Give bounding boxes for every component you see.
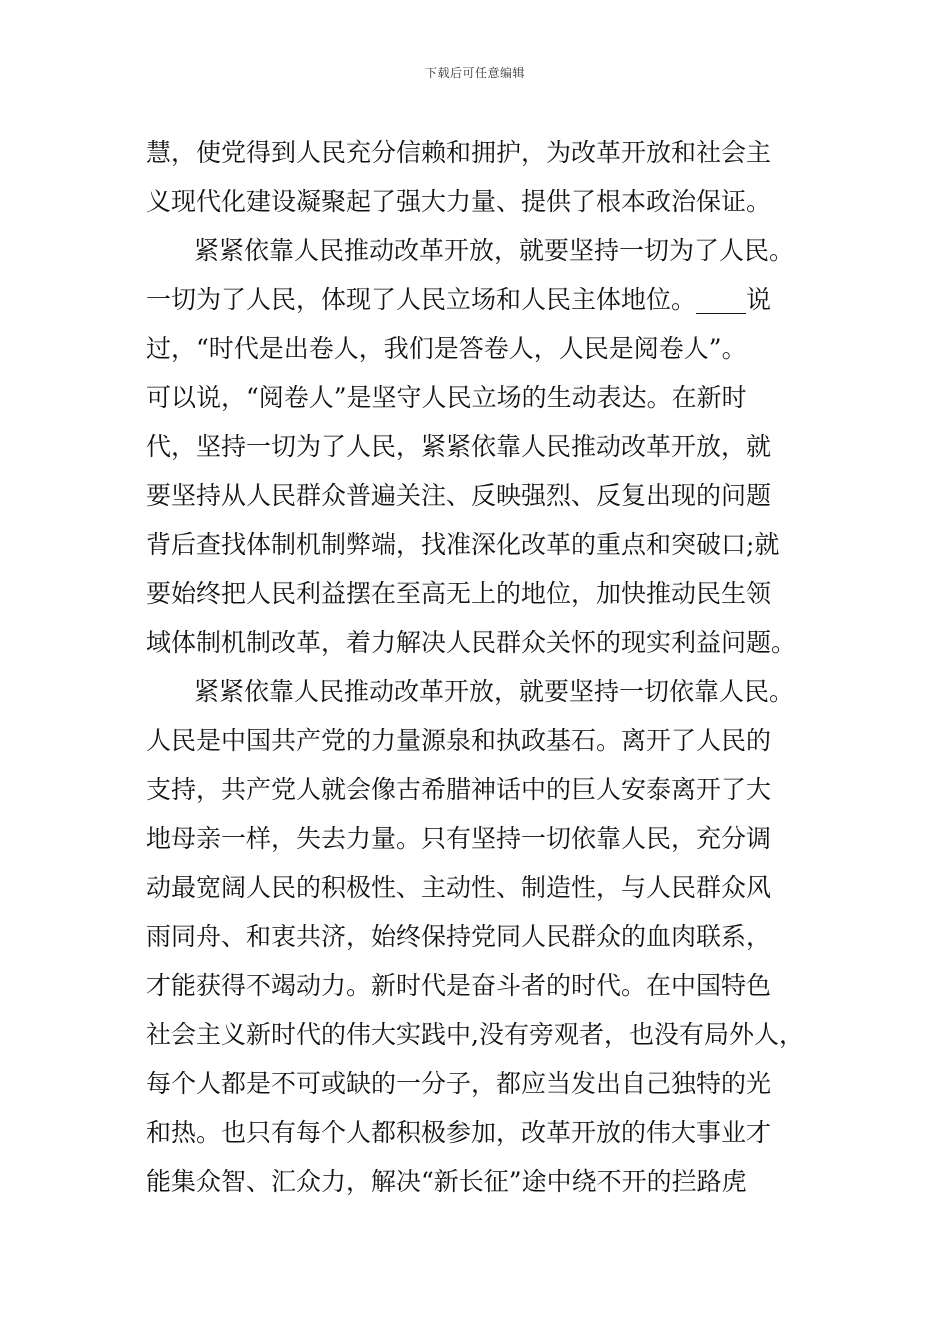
text-line: 过，“时代是出卷人，我们是答卷人，人民是阅卷人”。 [146, 334, 747, 363]
text-line: 动最宽阔人民的积极性、主动性、制造性，与人民群众风 [146, 873, 772, 902]
text-line: 地母亲一样，失去力量。只有坚持一切依靠人民，充分调 [146, 824, 772, 853]
text-line: 要始终把人民利益摆在至高无上的地位，加快推动民生领 [146, 579, 772, 608]
body-text [146, 128, 836, 1206]
text-line: 代，坚持一切为了人民，紧紧依靠人民推动改革开放，就 [146, 432, 772, 461]
text-line: 才能获得不竭动力。新时代是奋斗者的时代。在中国特色 [146, 971, 772, 1000]
text-line: 能集众智、汇众力，解决“新长征”途中绕不开的拦路虎 [146, 1167, 747, 1196]
text-line: 每个人都是不可或缺的一分子，都应当发出自己独特的光 [146, 1069, 772, 1098]
paragraph-start-line: 紧紧依靠人民推动改革开放，就要坚持一切依靠人民。 [194, 677, 795, 706]
text-line: 义现代化建设凝聚起了强大力量、提供了根本政治保证。 [146, 187, 772, 216]
text-line: 人民是中国共产党的力量源泉和执政基石。离开了人民的 [146, 726, 772, 755]
text-line: 和热。也只有每个人都积极参加，改革开放的伟大事业才 [146, 1118, 772, 1147]
text-line: 背后查找体制机制弊端，找准深化改革的重点和突破口;就 [146, 530, 780, 559]
text-line: 社会主义新时代的伟大实践中,没有旁观者，也没有局外人， [146, 1020, 804, 1049]
page-header: 下载后可任意编辑 [424, 66, 525, 80]
text-line: 慧，使党得到人民充分信赖和拥护，为改革开放和社会主 [146, 138, 772, 167]
text-line: 雨同舟、和衷共济，始终保持党同人民群众的血肉联系， [146, 922, 772, 951]
paragraph-start-line: 紧紧依靠人民推动改革开放，就要坚持一切为了人民。 [194, 236, 795, 265]
text-line: 要坚持从人民群众普遍关注、反映强烈、反复出现的问题 [146, 481, 772, 510]
text-line: 可以说，“阅卷人”是坚守人民立场的生动表达。在新时 [146, 383, 747, 412]
text-line: 域体制机制改革，着力解决人民群众关怀的现实利益问题。 [146, 628, 797, 657]
text-line: 一切为了人民，体现了人民立场和人民主体地位。____说 [146, 285, 772, 314]
text-line: 支持，共产党人就会像古希腊神话中的巨人安泰离开了大 [146, 775, 772, 804]
